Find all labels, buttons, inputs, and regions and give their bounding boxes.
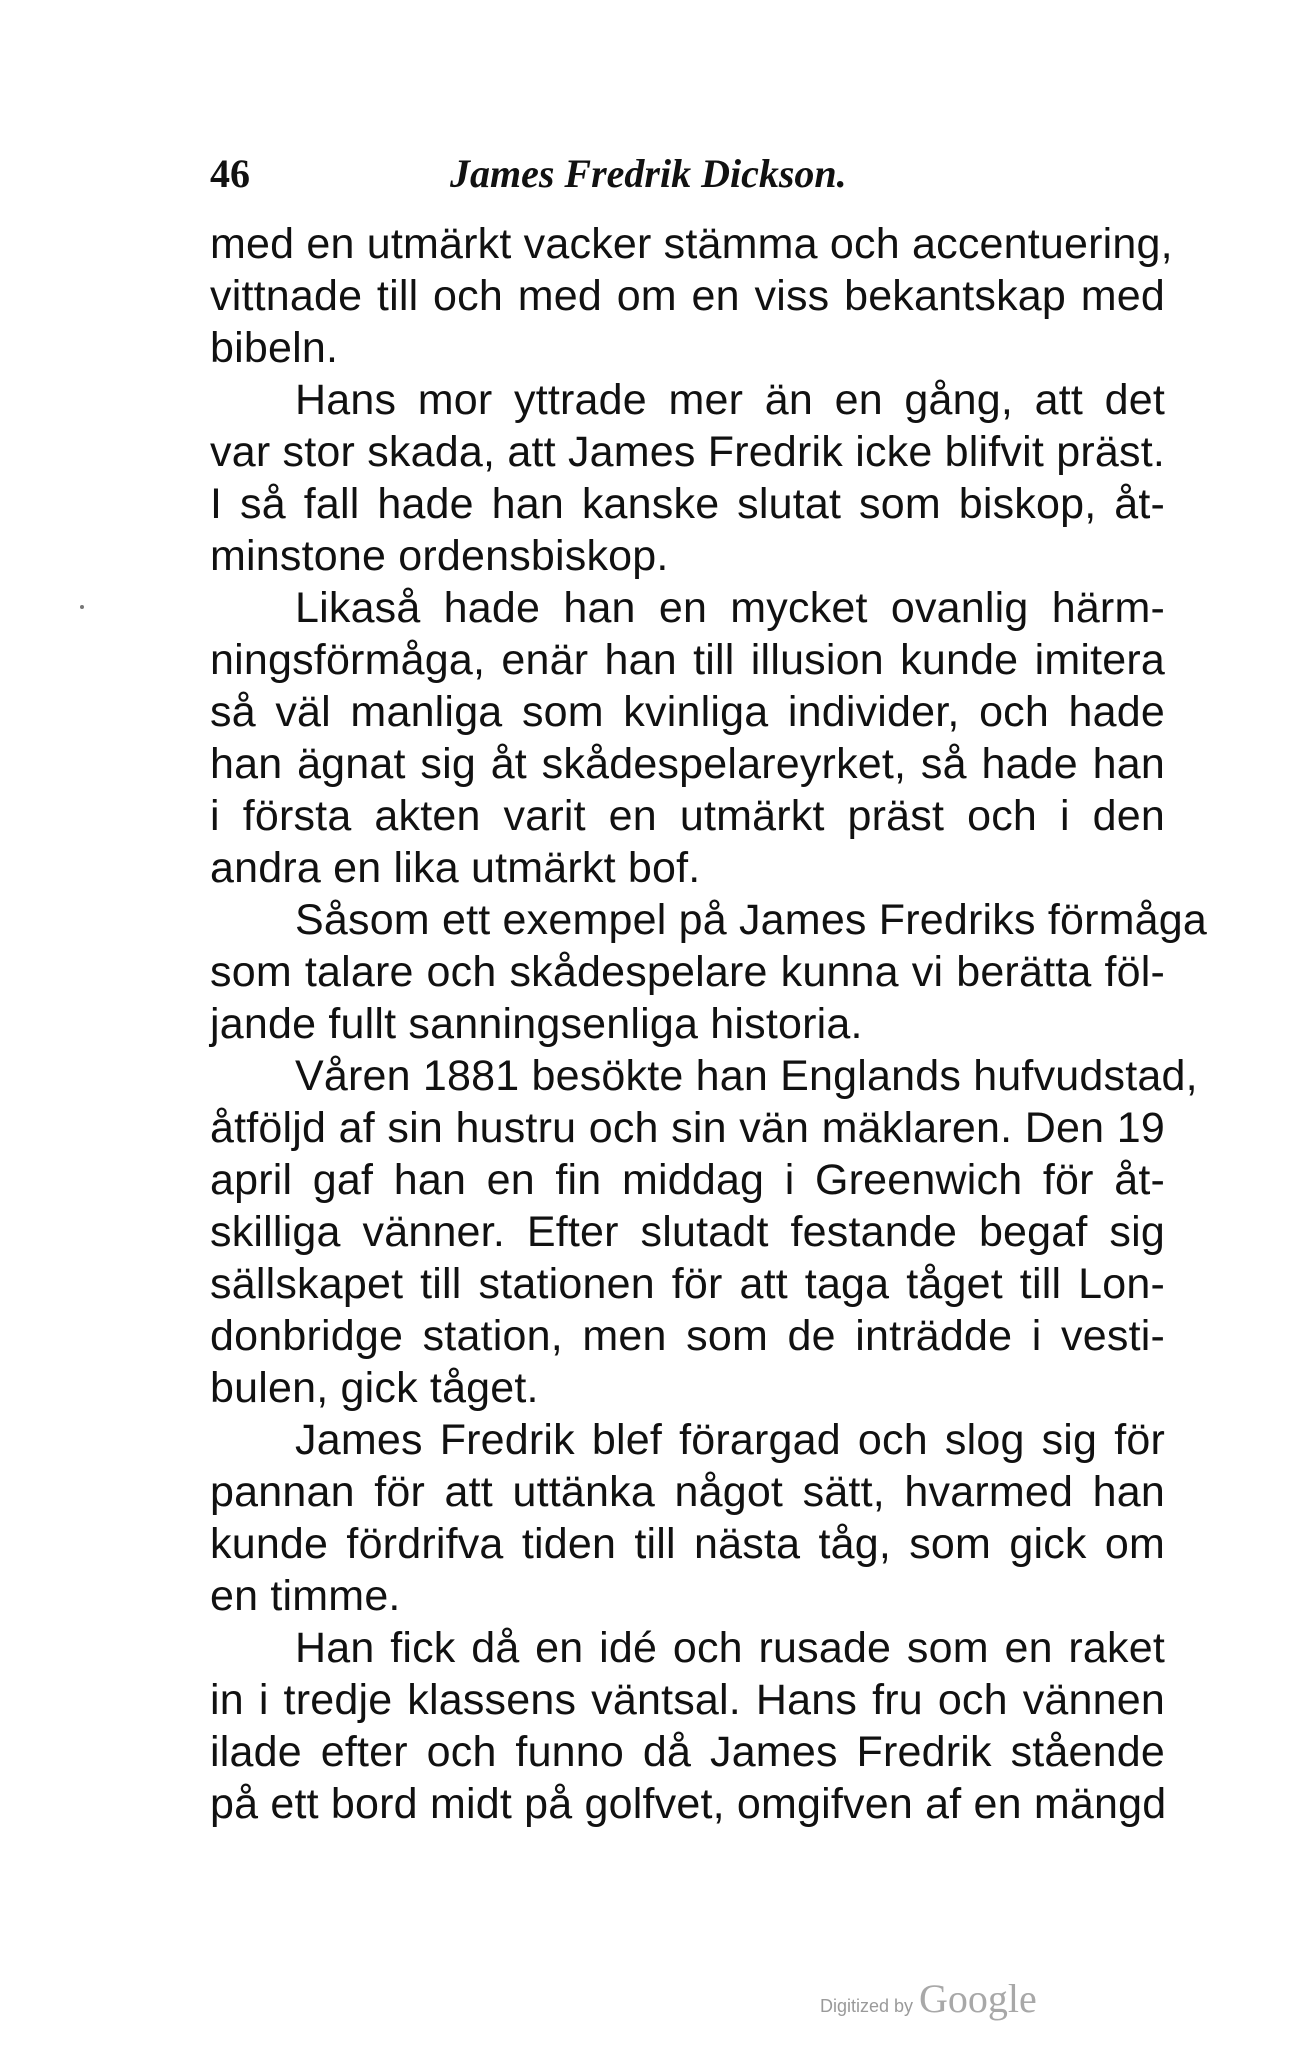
text-line: I så fall hade han kanske slutat som biskop, åt- [210, 480, 1165, 528]
text-line: Såsom ett exempel på James Fredriks förmåga [295, 896, 1207, 944]
text-line: en timme. [210, 1572, 401, 1620]
text-line: Han fick då en idé och rusade som en raket [295, 1624, 1165, 1672]
page-number: 46 [210, 151, 250, 196]
text-line: var stor skada, att James Fredrik icke blifvit präst. [210, 428, 1165, 476]
text-line: som talare och skådespelare kunna vi berätta föl- [210, 948, 1165, 996]
text-line: vittnade till och med om en viss bekantskap med [210, 272, 1165, 320]
text-line: sällskapet till stationen för att taga tåget till Lon- [210, 1260, 1165, 1308]
text-line: andra en lika utmärkt bof. [210, 844, 701, 892]
text-line: med en utmärkt vacker stämma och accentuering, [210, 220, 1173, 268]
text-line: på ett bord midt på golfvet, omgifven af en mängd [210, 1780, 1167, 1828]
text-line: donbridge station, men som de inträdde i vesti- [210, 1312, 1165, 1360]
text-line: ilade efter och funno då James Fredrik stående [210, 1728, 1165, 1776]
text-line: Likaså hade han en mycket ovanlig härm- [295, 584, 1165, 632]
watermark-prefix: Digitized by [820, 1996, 914, 2016]
text-line: kunde fördrifva tiden till nästa tåg, som gick om [210, 1520, 1165, 1568]
text-line: Våren 1881 besökte han Englands hufvudstad, [295, 1052, 1198, 1100]
text-line: i första akten varit en utmärkt präst och i den [210, 792, 1165, 840]
digitized-watermark [820, 1975, 1037, 2025]
watermark-brand: Google [919, 1976, 1037, 2021]
text-line: han ägnat sig åt skådespelareyrket, så hade han [210, 740, 1165, 788]
text-line: april gaf han en fin middag i Greenwich för åt- [210, 1156, 1165, 1204]
running-head [210, 150, 1160, 210]
scan-speck [80, 605, 84, 609]
text-line: skilliga vänner. Efter slutadt festande begaf sig [210, 1208, 1165, 1256]
text-line: Hans mor yttrade mer än en gång, att det [295, 376, 1165, 424]
text-line: åtföljd af sin hustru och sin vän mäklaren. Den 19 [210, 1104, 1165, 1152]
body-text [210, 218, 1207, 1830]
text-line: så väl manliga som kvinliga individer, och hade [210, 688, 1165, 736]
text-line: bulen, gick tåget. [210, 1364, 539, 1412]
text-line: James Fredrik blef förargad och slog sig för [295, 1416, 1165, 1464]
running-title: James Fredrik Dickson. [450, 151, 847, 196]
text-line: minstone ordensbiskop. [210, 532, 669, 580]
text-line: ningsförmåga, enär han till illusion kunde imitera [210, 636, 1165, 684]
text-line: in i tredje klassens väntsal. Hans fru och vännen [210, 1676, 1165, 1724]
text-line: jande fullt sanningsenliga historia. [210, 1000, 863, 1048]
text-line: pannan för att uttänka något sätt, hvarmed han [210, 1468, 1165, 1516]
text-line: bibeln. [210, 324, 339, 372]
